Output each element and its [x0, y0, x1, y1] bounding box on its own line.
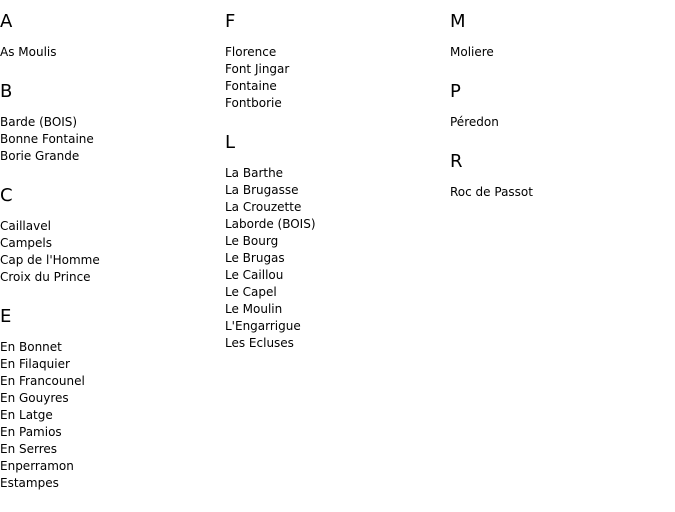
section-letter: A	[0, 11, 13, 32]
place-item: Fontborie	[225, 96, 282, 110]
section-letter: C	[0, 185, 13, 206]
section-letter: M	[450, 11, 466, 32]
place-item: Borie Grande	[0, 149, 80, 163]
index-column-3	[450, 10, 670, 220]
section-letter: L	[225, 132, 236, 153]
place-item: Bonne Fontaine	[0, 132, 94, 146]
section-p	[450, 80, 670, 131]
section-letter: B	[0, 81, 13, 102]
index-column-2	[225, 10, 445, 371]
place-item: En Filaquier	[0, 357, 70, 371]
section-l	[225, 131, 445, 352]
place-item: La Brugasse	[225, 183, 299, 197]
place-list	[0, 44, 220, 61]
place-item: En Francounel	[0, 374, 85, 388]
place-list	[0, 114, 220, 165]
section-letter: E	[0, 306, 12, 327]
place-item: Cap de l'Homme	[0, 253, 100, 267]
place-item: Le Capel	[225, 285, 277, 299]
section-letter: F	[225, 11, 236, 32]
index-column-1	[0, 10, 220, 511]
place-item: Fontaine	[225, 79, 277, 93]
place-list	[0, 339, 220, 492]
place-item: Le Moulin	[225, 302, 283, 316]
place-item: La Barthe	[225, 166, 284, 180]
place-item: Estampes	[0, 476, 59, 490]
place-item: Les Ecluses	[225, 336, 294, 350]
place-item: En Pamios	[0, 425, 62, 439]
place-list	[450, 44, 670, 61]
place-list	[450, 114, 670, 131]
place-item: En Latge	[0, 408, 53, 422]
place-item: La Crouzette	[225, 200, 302, 214]
place-item: As Moulis	[0, 45, 57, 59]
place-list	[225, 165, 445, 352]
place-item: Le Caillou	[225, 268, 284, 282]
place-item: Laborde (BOIS)	[225, 217, 316, 231]
place-item: Enperramon	[0, 459, 74, 473]
place-item: Florence	[225, 45, 277, 59]
section-f	[225, 10, 445, 112]
section-letter: P	[450, 81, 461, 102]
place-item: Barde (BOIS)	[0, 115, 78, 129]
place-item: Moliere	[450, 45, 494, 59]
place-item: Font Jingar	[225, 62, 290, 76]
place-item: Le Bourg	[225, 234, 279, 248]
section-r	[450, 150, 670, 201]
place-list	[450, 184, 670, 201]
place-item: Péredon	[450, 115, 499, 129]
place-item: Campels	[0, 236, 53, 250]
place-list	[0, 218, 220, 286]
section-letter: R	[450, 151, 463, 172]
place-item: L'Engarrigue	[225, 319, 301, 333]
place-item: En Serres	[0, 442, 58, 456]
section-b	[0, 80, 220, 165]
place-item: Croix du Prince	[0, 270, 91, 284]
place-item: Roc de Passot	[450, 185, 533, 199]
section-m	[450, 10, 670, 61]
place-item: Caillavel	[0, 219, 51, 233]
place-list	[225, 44, 445, 112]
section-e	[0, 305, 220, 492]
place-item: En Bonnet	[0, 340, 62, 354]
place-item: En Gouyres	[0, 391, 69, 405]
section-a	[0, 10, 220, 61]
section-c	[0, 184, 220, 286]
place-item: Le Brugas	[225, 251, 285, 265]
